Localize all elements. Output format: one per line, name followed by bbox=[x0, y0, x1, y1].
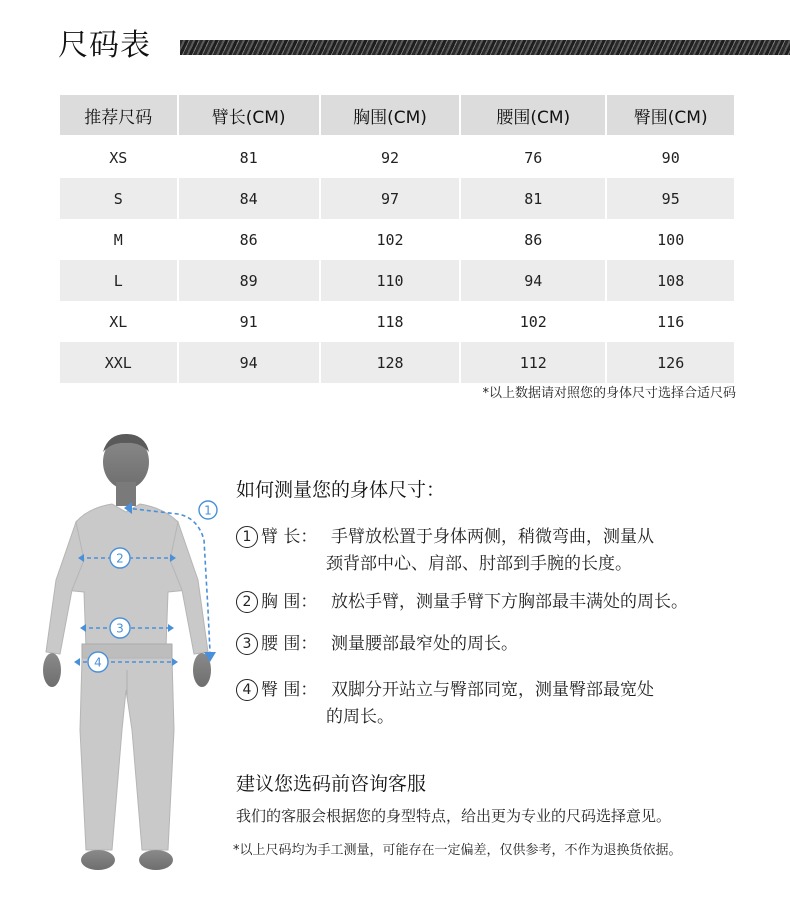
table-row bbox=[60, 178, 734, 219]
cell-arm: 94 bbox=[179, 342, 319, 383]
measure-text: 双脚分开站立与臀部同宽，测量臀部最宽处 bbox=[331, 680, 654, 700]
header-chest: 胸围(CM) bbox=[321, 95, 459, 135]
marker-2-label: 2 bbox=[116, 551, 124, 566]
title-decoration-bar bbox=[180, 40, 790, 55]
measure-item-arm bbox=[236, 524, 776, 578]
cell-arm: 86 bbox=[239, 230, 258, 249]
measure-text: 手臂放松置于身体两侧，稍微弯曲，测量从 bbox=[331, 527, 654, 547]
body-figure-icon bbox=[28, 430, 228, 890]
cell-chest: 102 bbox=[376, 230, 404, 249]
table-row bbox=[60, 301, 734, 342]
cell-size: XL bbox=[109, 312, 128, 331]
measure-label: 胸 围： bbox=[261, 592, 318, 612]
marker-4-label: 4 bbox=[94, 655, 102, 670]
table-row bbox=[60, 219, 734, 260]
cell-size: XXL bbox=[60, 342, 177, 383]
disclaimer-note: *以上尺码均为手工测量，可能存在一定偏差，仅供参考，不作为退换货依据。 bbox=[233, 843, 682, 858]
marker-1-label: 1 bbox=[204, 503, 212, 518]
cell-chest: 128 bbox=[321, 342, 459, 383]
measure-title: 如何测量您的身体尺寸： bbox=[236, 479, 446, 501]
table-row bbox=[60, 135, 734, 178]
advice-text: 我们的客服会根据您的身型特点，给出更为专业的尺码选择意见。 bbox=[236, 807, 672, 825]
page-title: 尺码表 bbox=[58, 28, 151, 63]
cell-waist: 76 bbox=[461, 135, 605, 178]
cell-chest: 97 bbox=[321, 178, 459, 219]
cell-chest: 110 bbox=[321, 260, 459, 301]
cell-hip: 100 bbox=[657, 230, 685, 249]
table-row bbox=[60, 260, 734, 301]
cell-size: XS bbox=[60, 135, 177, 178]
cell-hip: 116 bbox=[657, 312, 685, 331]
cell-chest: 118 bbox=[376, 312, 404, 331]
marker-1-icon bbox=[199, 501, 217, 519]
table-note: *以上数据请对照您的身体尺寸选择合适尺码 bbox=[482, 386, 736, 401]
number-circle-icon: 1 bbox=[236, 526, 258, 548]
cell-waist: 86 bbox=[524, 230, 543, 249]
cell-waist: 94 bbox=[461, 260, 605, 301]
measure-text-cont: 的周长。 bbox=[326, 707, 394, 727]
header-hip: 臀围(CM) bbox=[607, 95, 734, 135]
number-circle-icon: 4 bbox=[236, 679, 258, 701]
number-circle-icon: 2 bbox=[236, 591, 258, 613]
cell-hip: 90 bbox=[607, 135, 734, 178]
cell-arm: 81 bbox=[179, 135, 319, 178]
measure-label: 腰 围： bbox=[261, 634, 318, 654]
advice-title: 建议您选码前咨询客服 bbox=[236, 773, 427, 795]
measure-text: 放松手臂，测量手臂下方胸部最丰满处的周长。 bbox=[331, 592, 688, 612]
marker-4-icon bbox=[88, 652, 108, 672]
measure-item-hip bbox=[236, 677, 776, 731]
measure-item-chest bbox=[236, 589, 776, 616]
cell-chest: 92 bbox=[321, 135, 459, 178]
header-waist: 腰围(CM) bbox=[461, 95, 605, 135]
cell-waist: 102 bbox=[519, 312, 547, 331]
cell-size: L bbox=[60, 260, 177, 301]
cell-arm: 89 bbox=[179, 260, 319, 301]
number-circle-icon: 3 bbox=[236, 633, 258, 655]
header-size: 推荐尺码 bbox=[60, 95, 177, 135]
cell-hip: 126 bbox=[607, 342, 734, 383]
measure-text: 测量腰部最窄处的周长。 bbox=[331, 634, 518, 654]
cell-waist: 81 bbox=[461, 178, 605, 219]
size-table bbox=[58, 95, 736, 383]
cell-arm: 84 bbox=[179, 178, 319, 219]
measure-label: 臂 长： bbox=[261, 527, 318, 547]
measure-item-waist bbox=[236, 631, 776, 658]
measure-label: 臀 围： bbox=[261, 680, 318, 700]
marker-2-icon bbox=[110, 548, 130, 568]
cell-hip: 108 bbox=[607, 260, 734, 301]
marker-3-icon bbox=[110, 618, 130, 638]
table-header-row bbox=[60, 95, 734, 135]
cell-arm: 91 bbox=[239, 312, 258, 331]
cell-waist: 112 bbox=[461, 342, 605, 383]
marker-3-label: 3 bbox=[116, 621, 124, 636]
measure-text-cont: 颈背部中心、肩部、肘部到手腕的长度。 bbox=[326, 554, 632, 574]
cell-size: S bbox=[60, 178, 177, 219]
cell-hip: 95 bbox=[607, 178, 734, 219]
table-row bbox=[60, 342, 734, 383]
header-arm-length: 臂长(CM) bbox=[179, 95, 319, 135]
cell-size: M bbox=[113, 230, 123, 249]
